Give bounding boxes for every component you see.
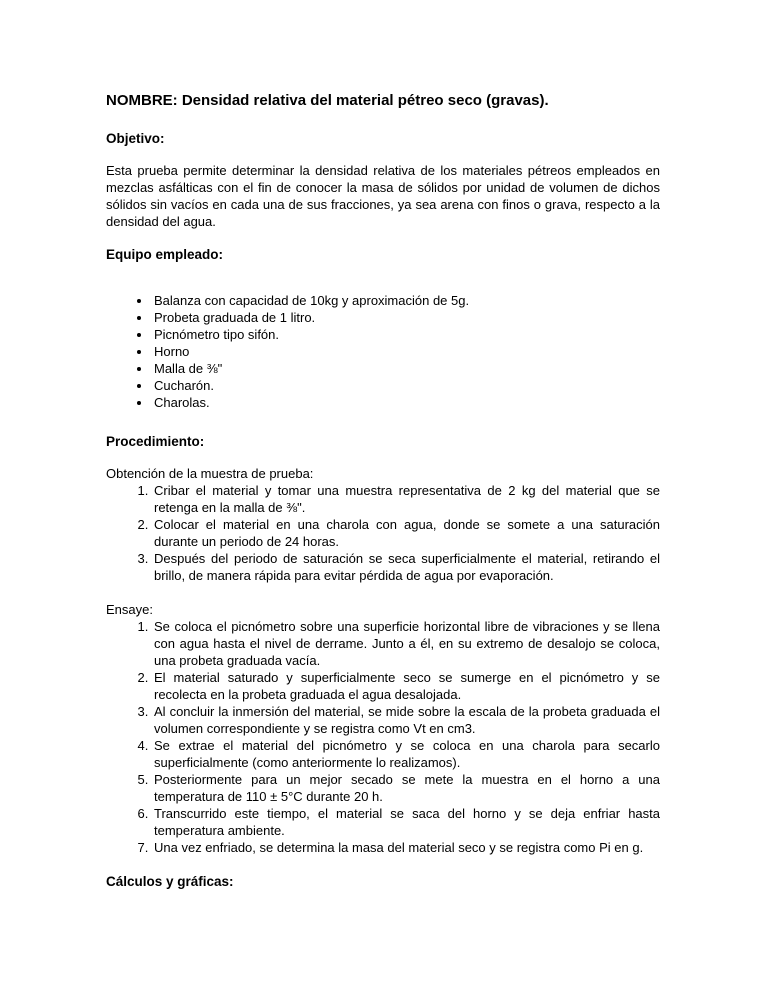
ensaye-list-item: 1. Se coloca el picnómetro sobre una superficie horizontal libre de vibraciones y se llena con agua hasta el nivel de derrame. Junto a él, en su extremo de desalojo se coloca, una probeta graduada vacía. <box>152 618 660 669</box>
ensaye-list-item: 7. Una vez enfriado, se determina la masa del material seco y se registra como Pi en g. <box>152 839 660 856</box>
ensaye-label: Ensaye: <box>106 602 153 617</box>
equipo-list-item: • Picnómetro tipo sifón. <box>152 326 660 343</box>
ensaye-list-item: 4. Se extrae el material del picnómetro y se coloca en una charola para secarlo superficialmente (como anteriormente lo realizamos). <box>152 737 660 771</box>
equipo-list-item: • Probeta graduada de 1 litro. <box>152 309 660 326</box>
objetivo-paragraph: Esta prueba permite determinar la densidad relativa de los materiales pétreos empleados en mezclas asfálticas con el fin de conocer la masa de sólidos por unidad de volumen de dichos sólidos sin vacíos en cada una de sus fracciones, ya sea arena con finos o grava, respecto a la densidad del agua. <box>106 163 660 229</box>
spacer <box>106 856 660 873</box>
objetivo-heading: Objetivo: <box>106 131 165 146</box>
obtencion-list-item: 2. Colocar el material en una charola con agua, donde se somete a una saturación durante un periodo de 24 horas. <box>152 516 660 550</box>
ensaye-list-item: 3. Al concluir la inmersión del material, se mide sobre la escala de la probeta graduada el volumen correspondiente y se registra como Vt en cm3. <box>152 703 660 737</box>
ensaye-list <box>106 618 660 856</box>
obtencion-list <box>106 482 660 584</box>
ensaye-list-item: 6. Transcurrido este tiempo, el material se saca del horno y se deja enfriar hasta temperatura ambiente. <box>152 805 660 839</box>
obtencion-label: Obtención de la muestra de prueba: <box>106 466 314 481</box>
equipo-list-item: • Charolas. <box>152 394 660 411</box>
procedimiento-heading: Procedimiento: <box>106 434 205 449</box>
ensaye-list-item: 5. Posteriormente para un mejor secado se mete la muestra en el horno a una temperatura de 110 ± 5°C durante 20 h. <box>152 771 660 805</box>
ensaye-list-item: 2. El material saturado y superficialmente seco se sumerge en el picnómetro y se recolecta en la probeta graduada el agua desalojada. <box>152 669 660 703</box>
equipo-list-item: • Balanza con capacidad de 10kg y aproximación de 5g. <box>152 292 660 309</box>
calculos-heading: Cálculos y gráficas: <box>106 874 234 889</box>
equipo-list-item: • Cucharón. <box>152 377 660 394</box>
equipo-list <box>106 292 660 411</box>
equipo-list-item: • Malla de ⅜" <box>152 360 660 377</box>
spacer <box>106 584 660 601</box>
equipo-list-item: • Horno <box>152 343 660 360</box>
document-title: NOMBRE: Densidad relativa del material pétreo seco (gravas). <box>106 92 549 109</box>
equipo-heading: Equipo empleado: <box>106 247 224 262</box>
obtencion-list-item: 1. Cribar el material y tomar una muestra representativa de 2 kg del material que se retenga en la malla de ⅜". <box>152 482 660 516</box>
obtencion-list-item: 3. Después del periodo de saturación se seca superficialmente el material, retirando el brillo, de manera rápida para evitar pérdida de agua por evaporación. <box>152 550 660 584</box>
